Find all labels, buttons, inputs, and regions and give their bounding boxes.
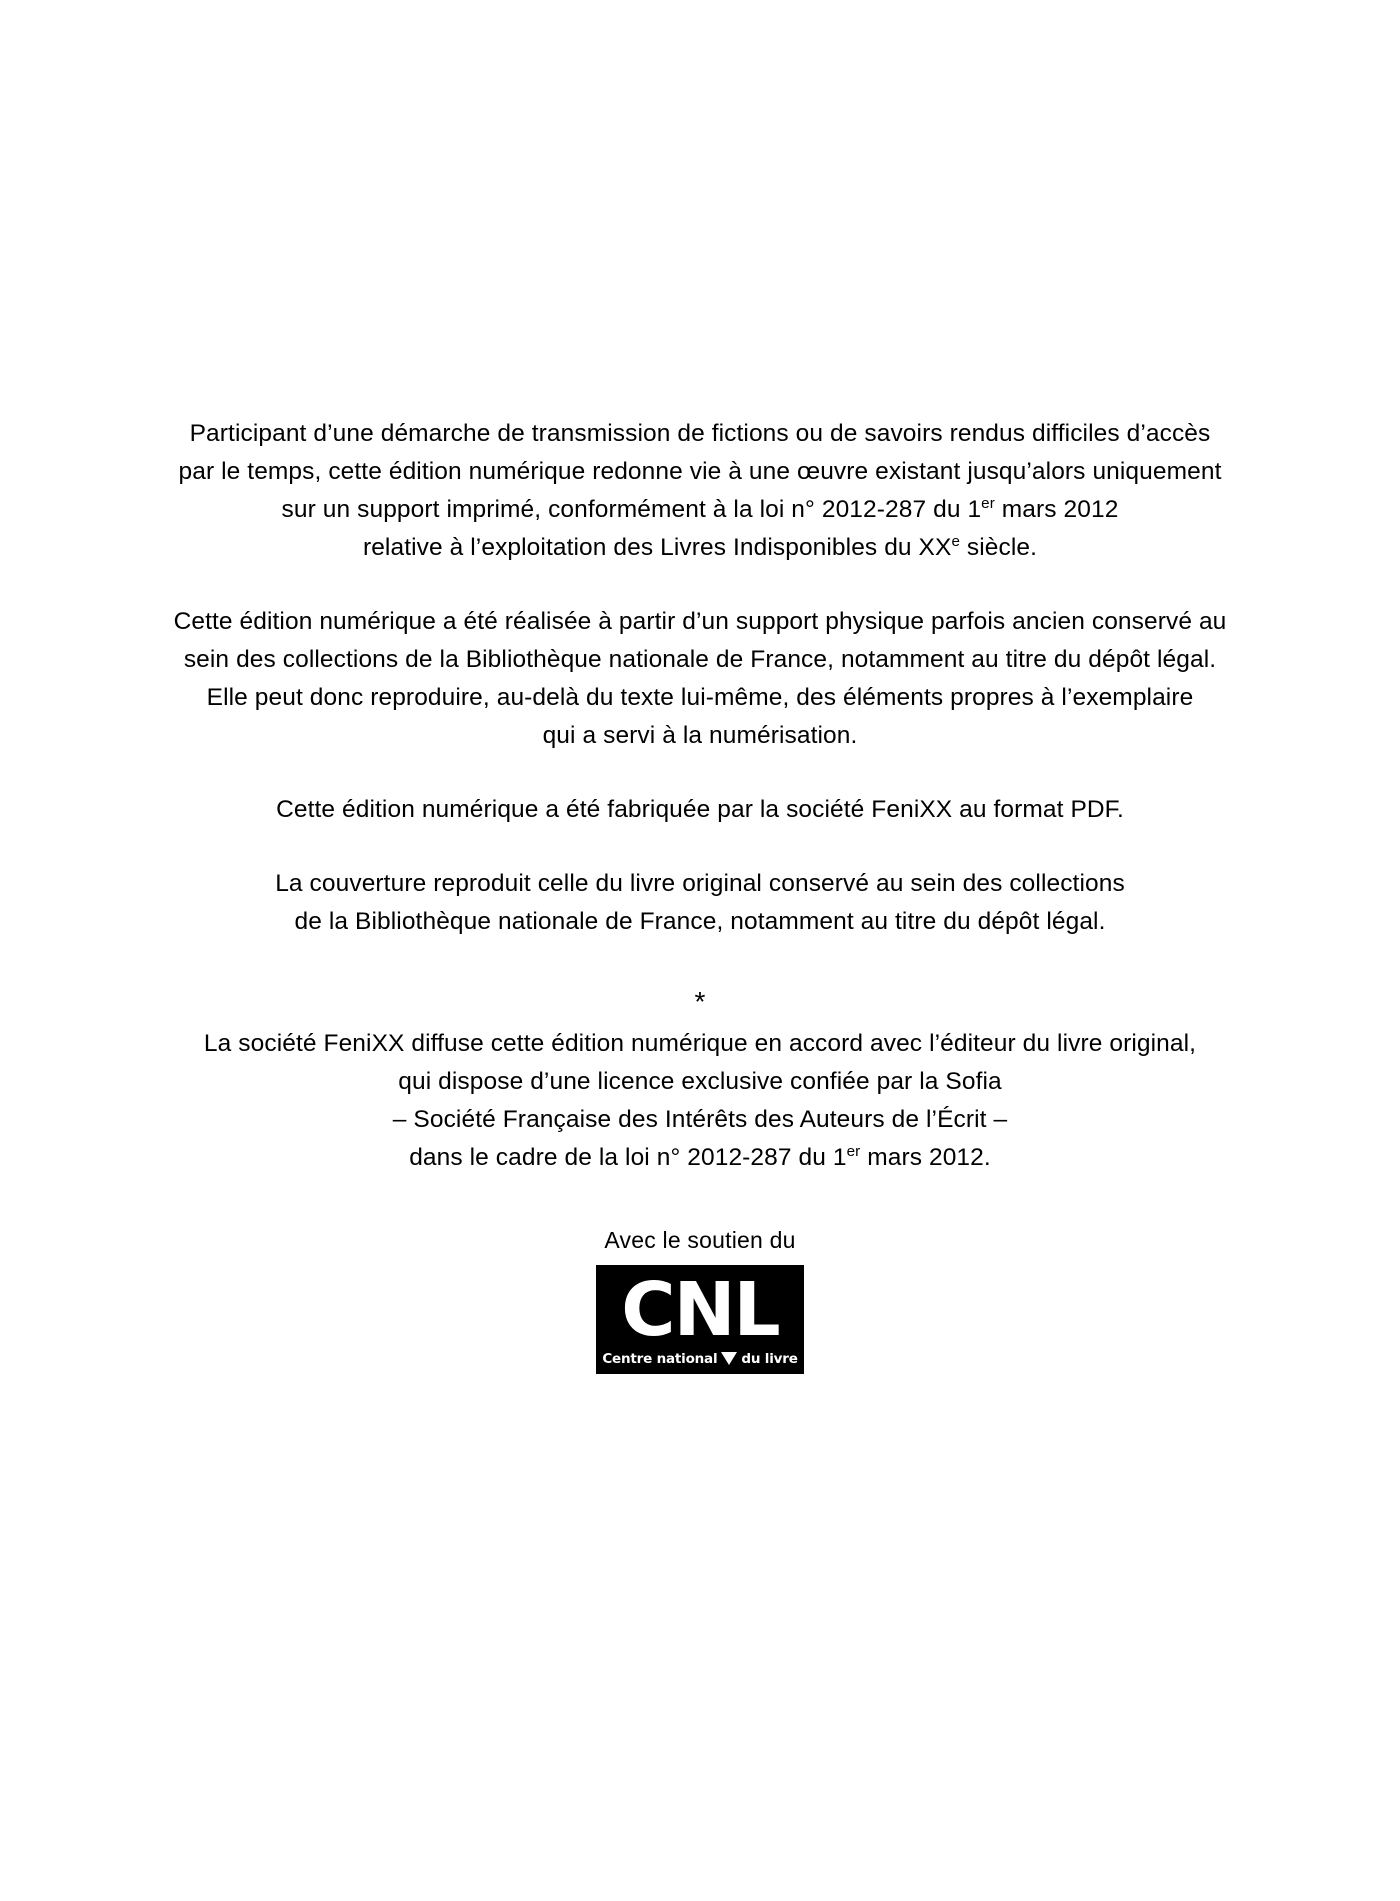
paragraph-line: sur un support imprimé, conformément à la loi n° 2012-287 du 1er mars 2012 [281,494,1119,523]
paragraph-line: dans le cadre de la loi n° 2012-287 du 1er mars 2012. [409,1142,991,1171]
cnl-logo [596,1265,804,1374]
paragraph-fabrication [130,791,1270,829]
paragraph-couverture [130,865,1270,941]
paragraph-line: Cette édition numérique a été fabriquée par la société FeniXX au format PDF. [276,796,1124,823]
paragraph-line: – Société Française des Intérêts des Auteurs de l’Écrit – [392,1106,1008,1133]
triangle-icon [721,1352,737,1365]
support-label: Avec le soutien du [604,1227,796,1253]
paragraph-line: par le temps, cette édition numérique redonne vie à une œuvre existant jusqu’alors uniquement [178,458,1222,485]
paragraph-intro [130,415,1270,567]
cnl-logo-tagline [596,1351,804,1374]
paragraph-diffusion [130,1025,1270,1177]
cnl-tagline-left: Centre national [602,1351,718,1367]
paragraph-line: La société FeniXX diffuse cette édition numérique en accord avec l’éditeur du livre original, [203,1030,1197,1057]
paragraph-source [130,603,1270,755]
cnl-logo-acronym: CNL [621,1267,779,1353]
support-block [0,1225,1400,1374]
paragraph-line: sein des collections de la Bibliothèque nationale de France, notamment au titre du dépôt légal. [183,646,1217,673]
paragraph-line: La couverture reproduit celle du livre original conservé au sein des collections [275,870,1125,897]
paragraph-line: qui a servi à la numérisation. [542,722,858,749]
cnl-tagline-right: du livre [741,1351,798,1367]
paragraph-line: Elle peut donc reproduire, au-delà du texte lui-même, des éléments propres à l’exemplaire [206,684,1194,711]
section-separator-asterisk: * [694,986,706,1017]
legal-notice-content [0,415,1400,1374]
paragraph-line: qui dispose d’une licence exclusive confiée par la Sofia [398,1068,1002,1095]
paragraph-line: de la Bibliothèque nationale de France, notamment au titre du dépôt légal. [294,908,1106,935]
paragraph-line: relative à l’exploitation des Livres Indisponibles du XXe siècle. [362,532,1038,561]
paragraph-line: Participant d’une démarche de transmission de fictions ou de savoirs rendus difficiles d’accès [189,420,1211,447]
paragraph-line: Cette édition numérique a été réalisée à partir d’un support physique parfois ancien conservé au [173,608,1227,635]
